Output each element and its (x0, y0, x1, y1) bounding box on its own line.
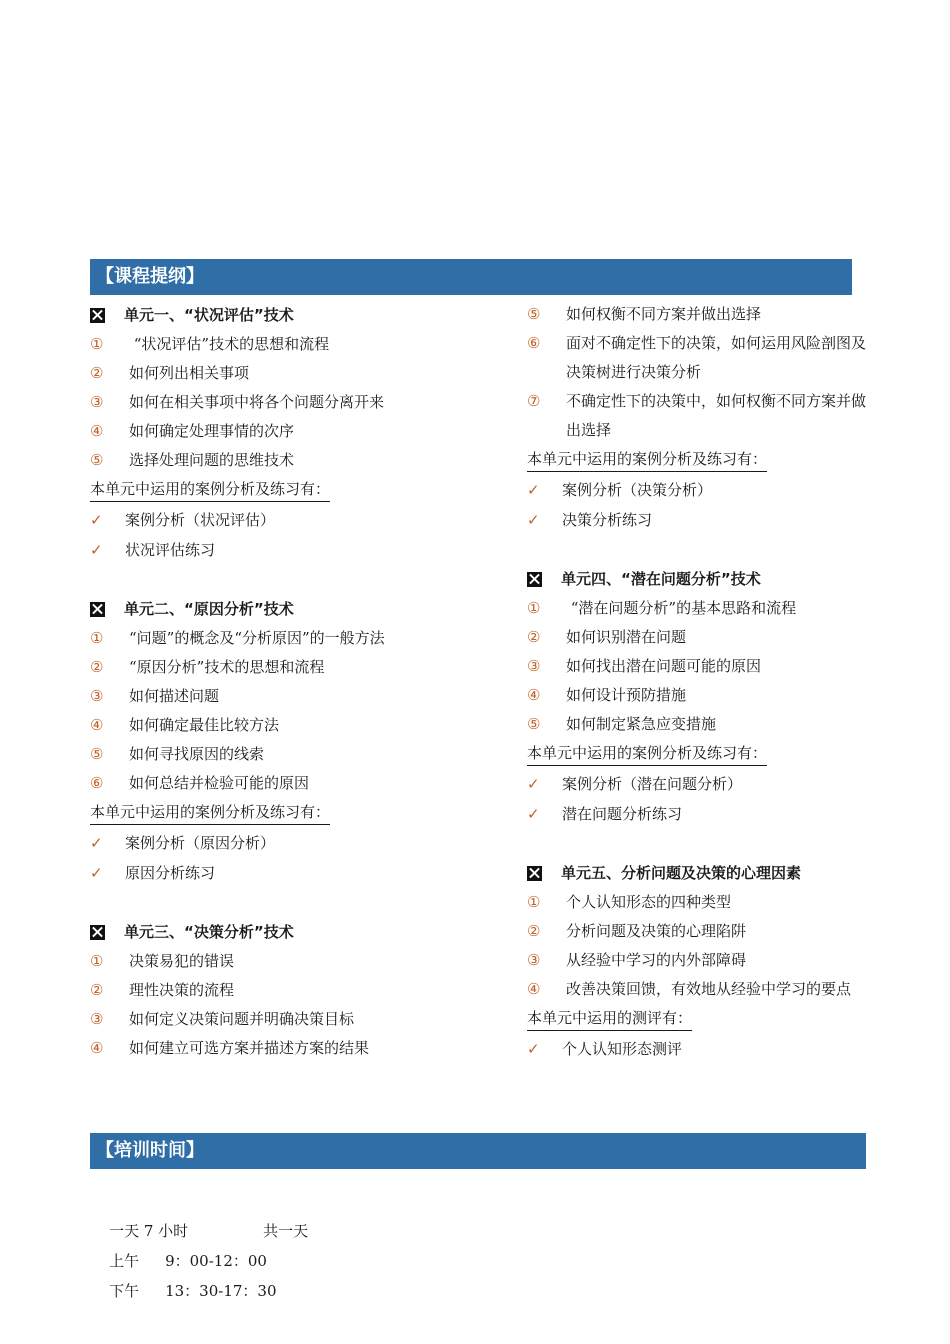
list-item (90, 624, 510, 653)
checkmark-icon: ✓ (90, 541, 103, 559)
case-item (90, 858, 510, 888)
checkmark-icon: ✓ (90, 511, 103, 529)
morning-time: 9：00-12：00 (165, 1252, 267, 1270)
case-item-text: 决策分析练习 (562, 511, 653, 529)
case-item (527, 769, 867, 799)
item-text: 如何寻找原因的线索 (129, 745, 265, 763)
checkmark-icon: ✓ (527, 805, 540, 823)
item-number: ① (527, 893, 541, 911)
unit-title-text: 单元五、分析问题及决策的心理因素 (561, 864, 802, 882)
item-number: ⑤ (90, 451, 104, 469)
item-number: ② (90, 981, 104, 999)
unit-bullet-icon (527, 572, 542, 587)
item-text: 选择处理问题的思维技术 (129, 451, 295, 469)
item-number: ① (90, 952, 104, 970)
unit-bullet-icon (90, 308, 105, 323)
list-item (90, 359, 510, 388)
outline-right-column (527, 300, 867, 1064)
item-text: 如何权衡不同方案并做出选择 (566, 305, 762, 323)
list-item (90, 653, 510, 682)
item-number: ③ (90, 687, 104, 705)
item-number: ③ (527, 657, 541, 675)
list-item (90, 947, 510, 976)
item-text: 面对不确定性下的决策，如何运用风险剖图及决策树进行决策分析 (566, 334, 867, 381)
item-number: ⑤ (527, 305, 541, 323)
list-item (90, 1034, 510, 1063)
item-number: ④ (90, 1039, 104, 1057)
list-item (527, 917, 867, 946)
total-days-text: 共一天 (263, 1222, 309, 1240)
case-item (90, 535, 510, 565)
item-number: ② (90, 364, 104, 382)
case-item (90, 505, 510, 535)
item-text: 如何制定紧急应变措施 (566, 715, 717, 733)
afternoon-label: 下午 (109, 1282, 140, 1300)
item-text: 改善决策回馈，有效地从经验中学习的要点 (566, 980, 852, 998)
unit-title (90, 594, 510, 624)
unit-bullet-icon (90, 602, 105, 617)
case-study-heading: 本单元中运用的案例分析及练习有： (90, 800, 330, 825)
item-text: 个人认知形态的四种类型 (566, 893, 732, 911)
list-item (527, 300, 867, 329)
list-item (527, 594, 867, 623)
assessment-item (527, 1034, 867, 1064)
item-text: 如何识别潜在问题 (566, 628, 687, 646)
case-item (527, 475, 867, 505)
item-text: 从经验中学习的内外部障碍 (566, 951, 747, 969)
list-item (90, 711, 510, 740)
item-text: 决策易犯的错误 (129, 952, 235, 970)
unit-bullet-icon (527, 866, 542, 881)
list-item (90, 976, 510, 1005)
list-item (90, 446, 510, 475)
list-item (90, 417, 510, 446)
item-number: ④ (527, 686, 541, 704)
item-text: 如何描述问题 (129, 687, 220, 705)
training-time-details (90, 1186, 309, 1300)
item-text: 如何确定处理事情的次序 (129, 422, 295, 440)
list-item (90, 388, 510, 417)
checkmark-icon: ✓ (90, 864, 103, 882)
case-item-text: 案例分析（原因分析） (125, 834, 276, 852)
checkmark-icon: ✓ (527, 481, 540, 499)
item-text: 如何总结并检验可能的原因 (129, 774, 310, 792)
item-text: 如何设计预防措施 (566, 686, 687, 704)
case-study-heading: 本单元中运用的案例分析及练习有： (527, 741, 767, 766)
unit-title-text: 单元三、“决策分析”技术 (124, 923, 294, 941)
checkmark-icon: ✓ (527, 775, 540, 793)
afternoon-time: 13：30-17：30 (165, 1282, 277, 1300)
duration-row (90, 1186, 309, 1240)
item-number: ② (90, 658, 104, 676)
item-number: ⑤ (90, 745, 104, 763)
case-item-text: 案例分析（潜在问题分析） (562, 775, 743, 793)
item-number: ① (90, 629, 104, 647)
item-text: 如何找出潜在问题可能的原因 (566, 657, 762, 675)
case-item-text: 潜在问题分析练习 (562, 805, 683, 823)
case-item-text: 案例分析（决策分析） (562, 481, 713, 499)
unit-title (90, 917, 510, 947)
item-text: 理性决策的流程 (129, 981, 235, 999)
item-text: 如何定义决策问题并明确决策目标 (129, 1010, 355, 1028)
checkmark-icon: ✓ (527, 511, 540, 529)
item-text: “原因分析”技术的思想和流程 (129, 658, 325, 676)
list-item (527, 710, 867, 739)
item-text: 如何列出相关事项 (129, 364, 250, 382)
case-item (527, 799, 867, 829)
assessment-heading: 本单元中运用的测评有： (527, 1006, 692, 1031)
item-number: ⑦ (527, 392, 541, 410)
unit-title-text: 单元二、“原因分析”技术 (124, 600, 294, 618)
item-number: ③ (90, 393, 104, 411)
unit-title-text: 单元四、“潜在问题分析”技术 (561, 570, 761, 588)
list-item (527, 329, 867, 387)
item-number: ③ (527, 951, 541, 969)
list-item (527, 888, 867, 917)
duration-text: 一天 7 小时 (109, 1222, 189, 1240)
checkmark-icon: ✓ (90, 834, 103, 852)
item-number: ② (527, 922, 541, 940)
item-number: ⑤ (527, 715, 541, 733)
item-number: ④ (90, 422, 104, 440)
item-number: ④ (527, 980, 541, 998)
item-number: ③ (90, 1010, 104, 1028)
list-item (527, 681, 867, 710)
item-number: ② (527, 628, 541, 646)
item-text: 如何建立可选方案并描述方案的结果 (129, 1039, 370, 1057)
morning-label: 上午 (109, 1252, 140, 1270)
item-number: ⑥ (90, 774, 104, 792)
unit-bullet-icon (90, 925, 105, 940)
case-study-heading: 本单元中运用的案例分析及练习有： (527, 447, 767, 472)
unit-title-text: 单元一、“状况评估”技术 (124, 306, 294, 324)
list-item (90, 769, 510, 798)
list-item (527, 652, 867, 681)
list-item (90, 1005, 510, 1034)
case-item (527, 505, 867, 535)
list-item (527, 387, 867, 445)
item-text: 如何确定最佳比较方法 (129, 716, 280, 734)
item-text: “问题”的概念及“分析原因”的一般方法 (129, 629, 385, 647)
list-item (527, 946, 867, 975)
item-number: ① (527, 599, 541, 617)
item-text: 不确定性下的决策中，如何权衡不同方案并做出选择 (566, 392, 867, 439)
list-item (90, 682, 510, 711)
item-number: ⑥ (527, 334, 541, 352)
item-number: ④ (90, 716, 104, 734)
item-text: “状况评估”技术的思想和流程 (129, 335, 330, 353)
assessment-item-text: 个人认知形态测评 (562, 1040, 683, 1058)
list-item (90, 330, 510, 359)
item-text: “潜在问题分析”的基本思路和流程 (566, 599, 797, 617)
list-item (90, 740, 510, 769)
unit-title (90, 300, 510, 330)
training-time-heading: 【培训时间】 (90, 1133, 866, 1169)
outline-left-column (90, 300, 510, 1063)
item-number: ① (90, 335, 104, 353)
list-item (527, 623, 867, 652)
item-text: 如何在相关事项中将各个问题分离开来 (129, 393, 385, 411)
checkmark-icon: ✓ (527, 1040, 540, 1058)
case-item-text: 案例分析（状况评估） (125, 511, 276, 529)
case-item-text: 原因分析练习 (125, 864, 216, 882)
unit-title (527, 564, 867, 594)
case-item (90, 828, 510, 858)
unit-title (527, 858, 867, 888)
case-item-text: 状况评估练习 (125, 541, 216, 559)
list-item (527, 975, 867, 1004)
case-study-heading: 本单元中运用的案例分析及练习有： (90, 477, 330, 502)
course-outline-heading: 【课程提纲】 (90, 259, 852, 295)
item-text: 分析问题及决策的心理陷阱 (566, 922, 747, 940)
